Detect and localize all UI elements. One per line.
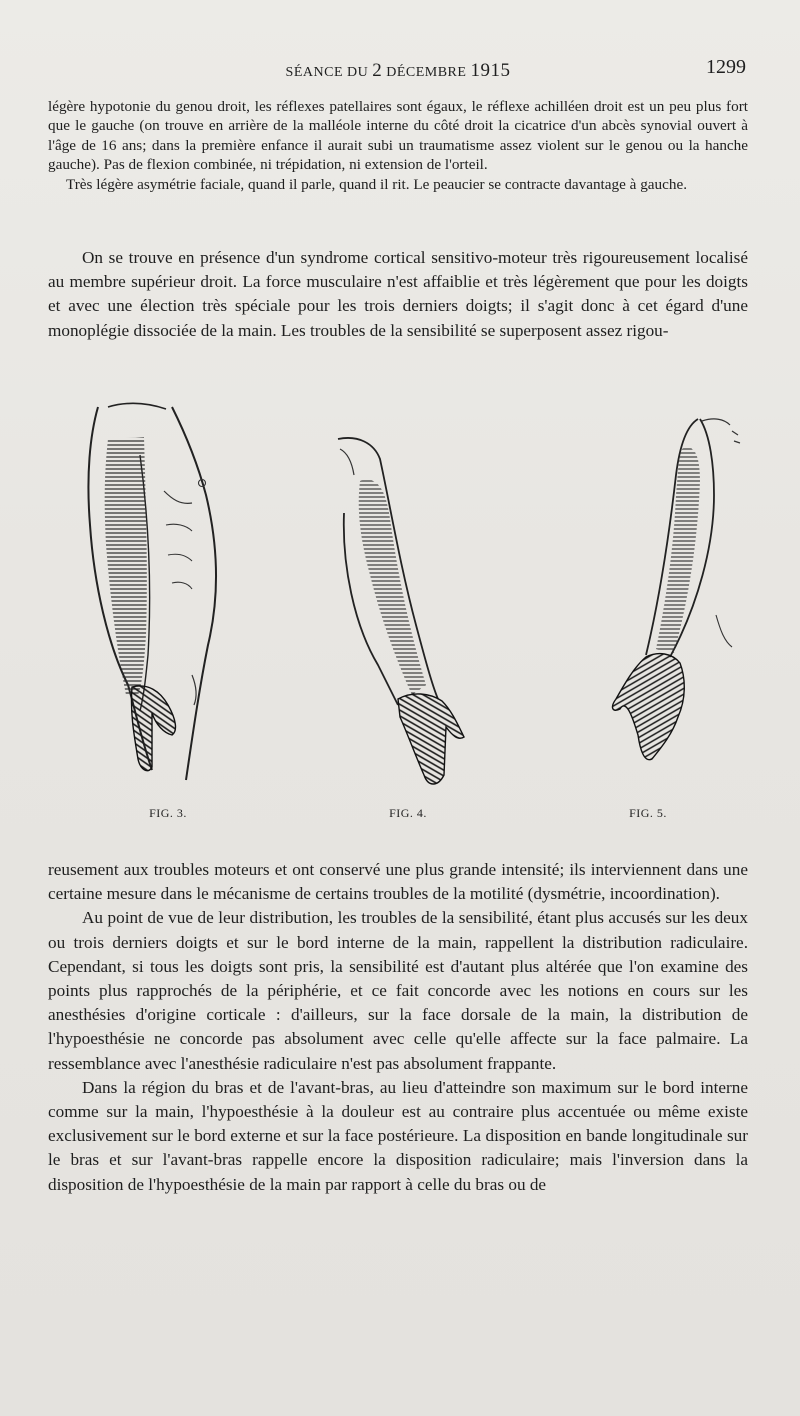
case-notes <box>48 97 748 194</box>
case-notes-paragraph-1: légère hypotonie du genou droit, les réflexes patellaires sont égaux, le réflexe achilléen droit est un peu plus fort que le gauche (on trouve en arrière de la malléole interne du côté droit la cicatrice d'un abcès synovial ouvert à l'âge de 16 ans; dans la première enfance il aurait subi un traumatisme assez violent sur le genou ou la hanche gauche). Pas de flexion combinée, ni trépidation, ni extension de l'orteil. <box>48 98 748 174</box>
header-title-pre: SÉANCE DU <box>285 65 373 80</box>
figure-4-caption: FIG. 4. <box>389 806 427 820</box>
figure-4 <box>308 395 508 825</box>
case-notes-paragraph-2: Très légère asymétrie faciale, quand il parle, quand il rit. Le peaucier se contracte davantage à gauche. <box>66 175 687 193</box>
figure-5-drawing <box>548 395 748 795</box>
body-paragraph-1-text: On se trouve en présence d'un syndrome cortical sensitivo-moteur très rigoureusement localisé au membre supérieur droit. La force musculaire n'est affaiblie et très légèrement que pour les doigts et avec une élection très spéciale pour les trois derniers doigts; il s'agit donc à cet égard d'une monoplégie dissociée de la main. Les troubles de la sensibilité se superposent assez rigou- <box>48 248 748 340</box>
figure-row <box>48 395 760 825</box>
figure-3-caption: FIG. 3. <box>149 806 187 820</box>
running-header <box>48 56 748 82</box>
header-title-month: DÉCEMBRE <box>382 65 471 80</box>
figure-5-caption: FIG. 5. <box>629 806 667 820</box>
body-continuation <box>48 858 748 1197</box>
header-title-day: 2 <box>372 60 383 81</box>
body-paragraph-2-text: reusement aux troubles moteurs et ont conservé une plus grande intensité; ils interviennent dans une certaine mesure dans le mécanisme de certains troubles de la motilité (dysmétrie, incoordination). <box>48 860 748 904</box>
figure-3-drawing <box>68 395 268 795</box>
figure-5 <box>548 395 748 825</box>
body-paragraph-4-text: Dans la région du bras et de l'avant-bras, au lieu d'atteindre son maximum sur le bord interne comme sur la main, l'hypoesthésie à la douleur est au contraire plus accentuée ou même existe exclusivement sur le bord externe et sur la face postérieure. La disposition en bande longitudinale sur le bras et sur l'avant-bras rappelle encore la disposition radiculaire; mais l'inversion dans la disposition de l'hypoesthésie de la main par rapport à celle du bras ou de <box>48 1077 748 1194</box>
header-title <box>48 60 748 82</box>
body-paragraph-3-text: Au point de vue de leur distribution, les troubles de la sensibilité, étant plus accusés sur les deux ou trois derniers doigts et sur le bord interne de la main, rappellent la distribution radiculaire. Cependant, si tous les doigts sont pris, la sensibilité est d'autant plus altérée que l'on examine des points plus rapprochés de la périphérie, et ce fait concorde avec les notions en cours sur les anesthésies d'origine corticale : d'ailleurs, sur la face dorsale de la main, la distribution de l'hypoesthésie ne concorde pas absolument avec celle qu'elle affecte sur la face palmaire. La ressemblance avec l'anesthésie radiculaire n'est pas absolument frappante. <box>48 908 748 1073</box>
page-number: 1299 <box>706 56 746 78</box>
figure-4-drawing <box>308 395 508 795</box>
body-paragraph-1 <box>48 246 748 343</box>
figure-3 <box>68 395 268 825</box>
header-title-year: 1915 <box>470 60 511 81</box>
